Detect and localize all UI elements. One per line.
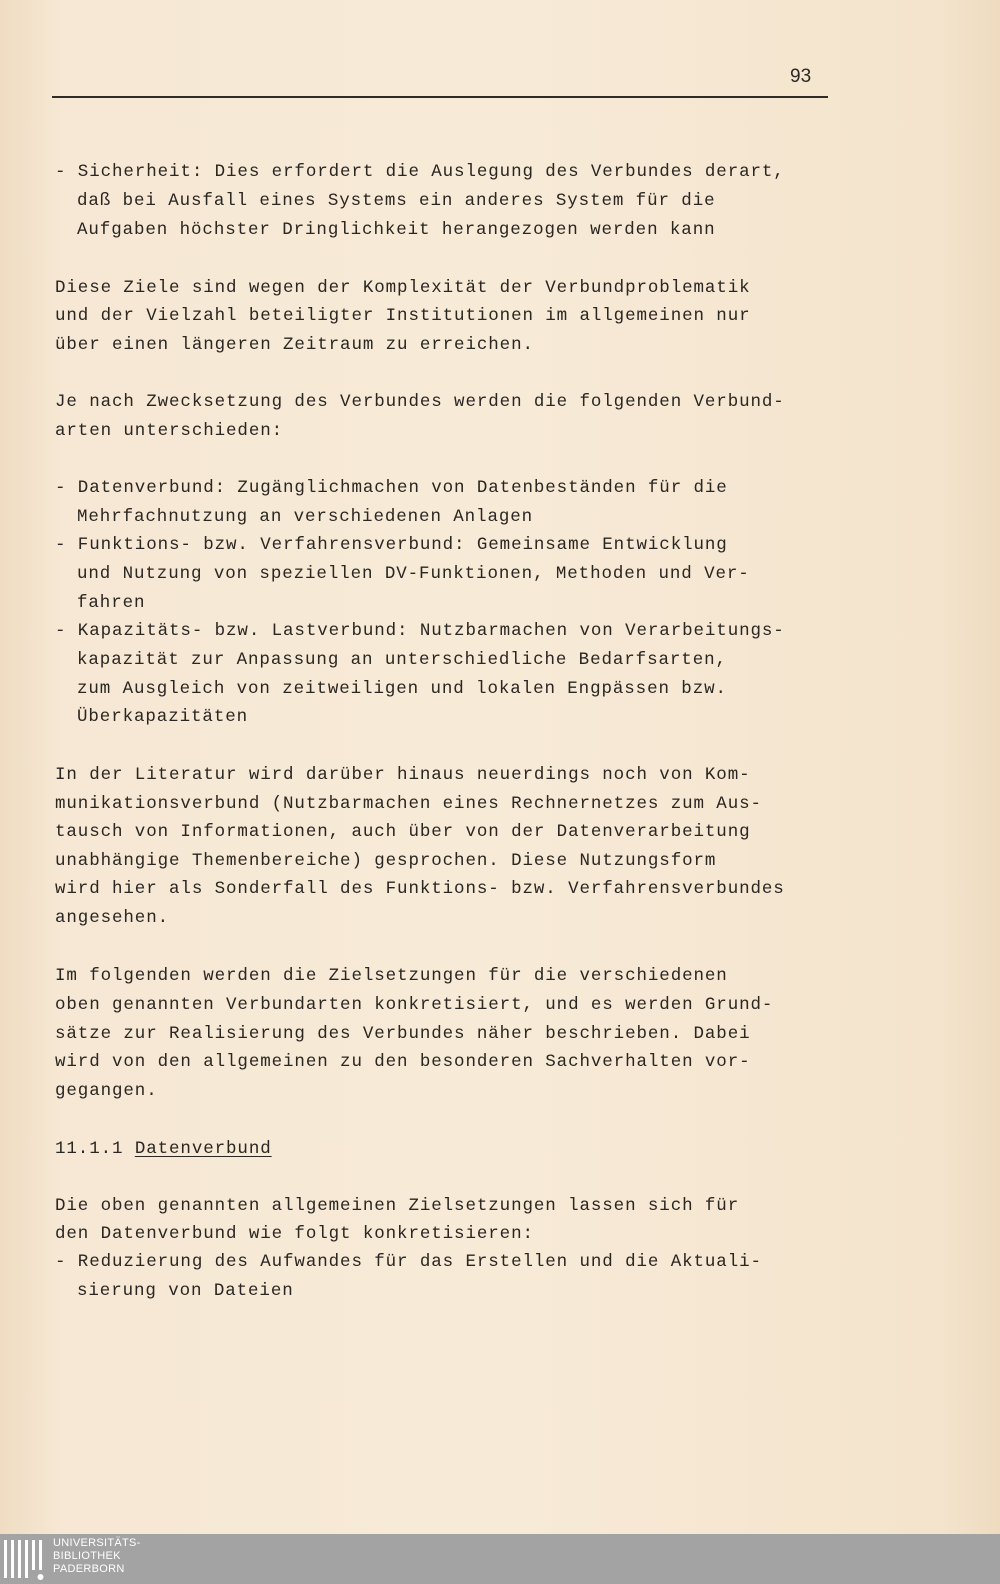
text-line: Aufgaben höchster Dringlichkeit herangezogen werden kann (77, 220, 716, 240)
text-line: Überkapazitäten (77, 707, 249, 727)
library-logo-icon (2, 1536, 48, 1582)
text-line: oben genannten Verbundarten konkretisiert, und es werden Grund- (55, 995, 774, 1015)
text-line: sätze zur Realisierung des Verbundes näher beschrieben. Dabei (55, 1024, 751, 1044)
text-line: Im folgenden werden die Zielsetzungen für die verschiedenen (55, 966, 728, 986)
text-line: über einen längeren Zeitraum zu erreichen. (55, 335, 534, 355)
section-number: 11.1.1 (55, 1139, 135, 1159)
section-heading (55, 1139, 272, 1159)
text-line: tausch von Informationen, auch über von der Datenverarbeitung (55, 822, 751, 842)
text-line: fahren (77, 593, 146, 613)
text-line: sierung von Dateien (77, 1281, 294, 1301)
library-name (53, 1537, 141, 1576)
text-line: angesehen. (55, 908, 170, 928)
text-line: und Nutzung von speziellen DV-Funktionen, Methoden und Ver- (77, 564, 750, 584)
text-line: den Datenverbund wie folgt konkretisieren: (55, 1224, 534, 1244)
library-footer-bar (0, 1534, 1000, 1584)
text-line: zum Ausgleich von zeitweiligen und lokalen Engpässen bzw. (77, 679, 727, 699)
text-line: In der Literatur wird darüber hinaus neuerdings noch von Kom- (55, 765, 751, 785)
text-line: wird hier als Sonderfall des Funktions- bzw. Verfahrensverbundes (55, 879, 785, 899)
library-name-line: PADERBORN (53, 1563, 125, 1575)
page-number: 93 (790, 66, 812, 87)
text-line: wird von den allgemeinen zu den besonderen Sachverhalten vor- (55, 1052, 751, 1072)
text-line: Die oben genannten allgemeinen Zielsetzungen lassen sich für (55, 1196, 740, 1216)
text-line: und der Vielzahl beteiligter Institutionen im allgemeinen nur (55, 306, 751, 326)
list-item: - Kapazitäts- bzw. Lastverbund: Nutzbarmachen von Verarbeitungs- (55, 621, 785, 641)
text-line: unabhängige Themenbereiche) gesprochen. Diese Nutzungsform (55, 851, 717, 871)
text-line: kapazität zur Anpassung an unterschiedliche Bedarfsarten, (77, 650, 727, 670)
library-name-line: BIBLIOTHEK (53, 1550, 121, 1562)
text-line: Mehrfachnutzung an verschiedenen Anlagen (77, 507, 534, 527)
section-title: Datenverbund (134, 1139, 272, 1159)
text-line: daß bei Ausfall eines Systems ein anderes System für die (77, 191, 716, 211)
text-line: arten unterschieden: (55, 421, 284, 441)
header-rule (52, 96, 828, 98)
text-line: Diese Ziele sind wegen der Komplexität der Verbundproblematik (55, 278, 751, 298)
list-item: - Datenverbund: Zugänglichmachen von Datenbeständen für die (55, 478, 728, 498)
library-name-line: UNIVERSITÄTS- (53, 1537, 141, 1549)
text-line: - Sicherheit: Dies erfordert die Auslegung des Verbundes derart, (55, 162, 785, 182)
list-item: - Reduzierung des Aufwandes für das Erstellen und die Aktuali- (55, 1252, 762, 1272)
list-item: - Funktions- bzw. Verfahrensverbund: Gemeinsame Entwicklung (55, 535, 728, 555)
text-line: gegangen. (55, 1081, 158, 1101)
text-line: munikationsverbund (Nutzbarmachen eines Rechnernetzes zum Aus- (55, 794, 762, 814)
text-line: Je nach Zwecksetzung des Verbundes werden die folgenden Verbund- (55, 392, 785, 412)
